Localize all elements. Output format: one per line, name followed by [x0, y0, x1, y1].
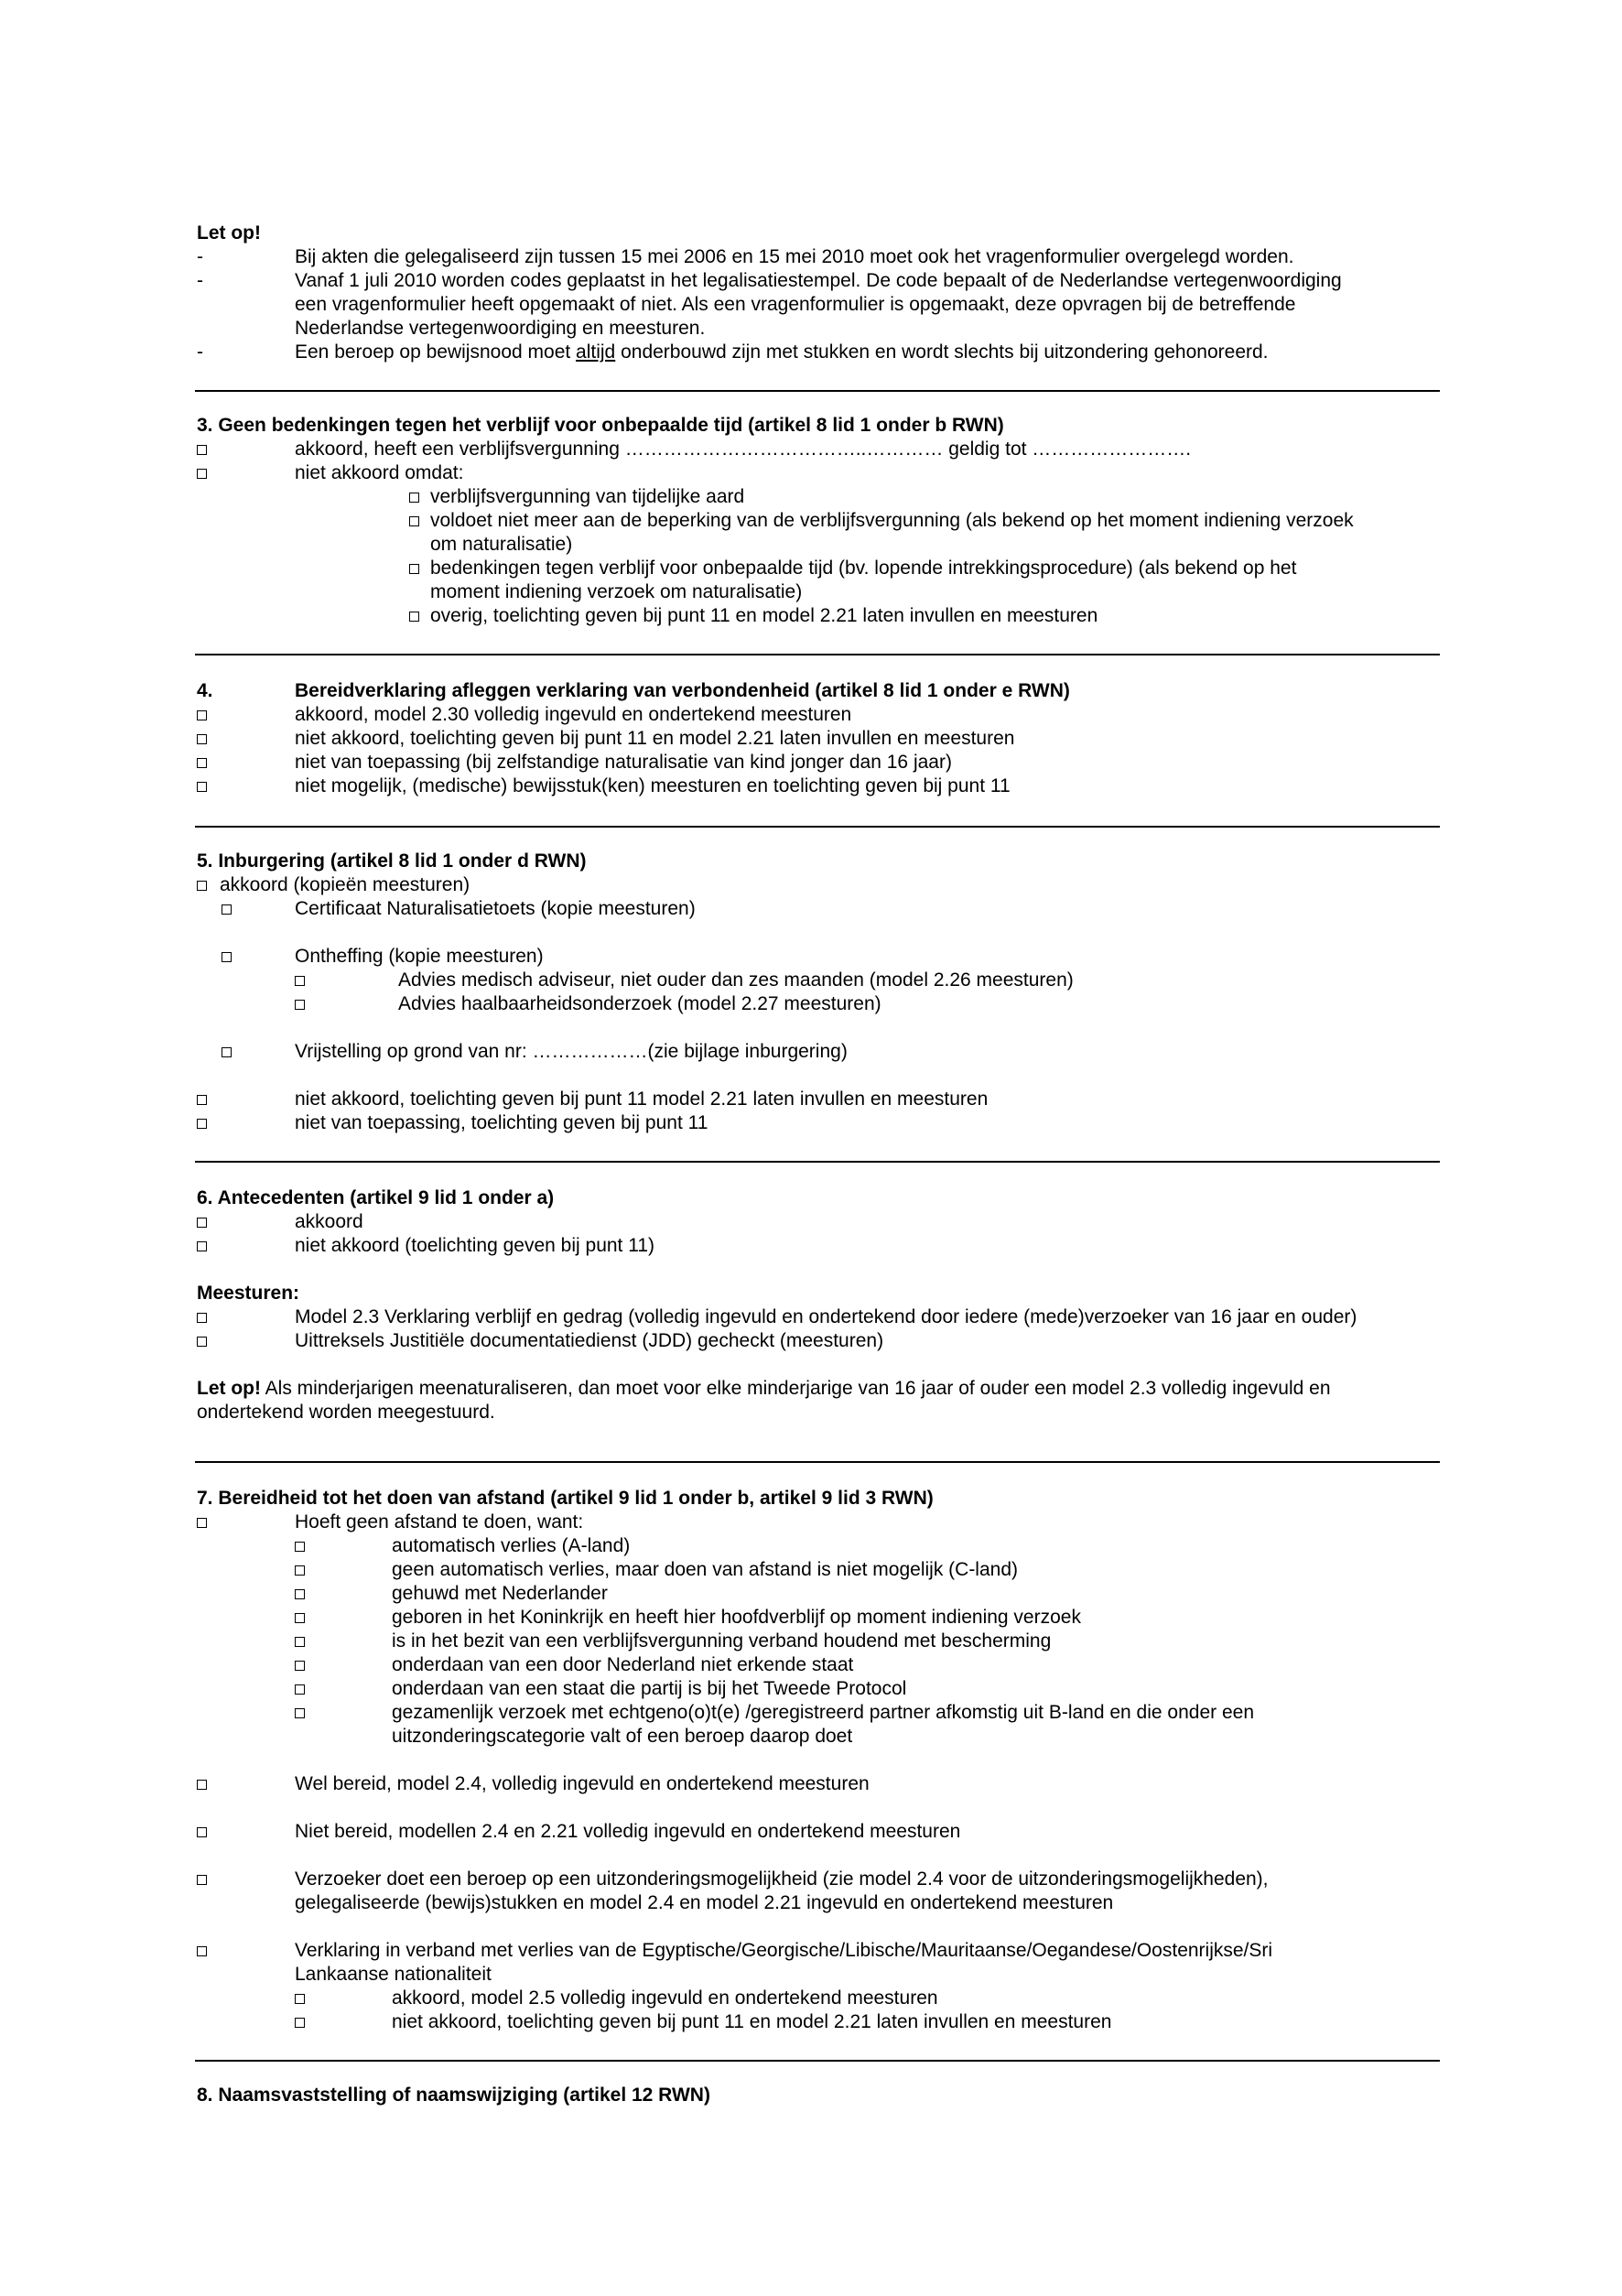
- checkbox[interactable]: [295, 1558, 308, 1582]
- option-label: akkoord, heeft een verblijfsvergunning ………………………………..………… geldig tot …………………….: [295, 439, 1192, 460]
- divider: [195, 1461, 1440, 1463]
- checkbox[interactable]: [197, 1088, 210, 1111]
- option-label: Wel bereid, model 2.4, volledig ingevuld en ondertekend meesturen: [295, 1773, 870, 1794]
- option-label: overig, toelichting geven bij punt 11 en model 2.21 laten invullen en meesturen: [430, 605, 1098, 626]
- checkbox[interactable]: [295, 1534, 308, 1558]
- option-label: geen automatisch verlies, maar doen van afstand is niet mogelijk (C-land): [392, 1559, 1019, 1580]
- checkbox[interactable]: [197, 1772, 210, 1796]
- option-label: Model 2.3 Verklaring verblijf en gedrag (volledig ingevuld en ondertekend door iedere (mede)verzoeker van 16 jaar en ouder): [295, 1306, 1357, 1327]
- option-label: niet akkoord, toelichting geven bij punt 11 en model 2.21 laten invullen en meesturen: [295, 728, 1015, 749]
- letop-text: een vragenformulier heeft opgemaakt of niet. Als een vragenformulier is opgemaakt, deze opvragen bij de betreffende: [295, 294, 1296, 315]
- divider: [195, 390, 1440, 392]
- note-line: Let op! Als minderjarigen meenaturaliseren, dan moet voor elke minderjarige van 16 jaar of ouder een model 2.3 volledig ingevuld en: [197, 1378, 1331, 1399]
- option-label: bedenkingen tegen verblijf voor onbepaalde tijd (bv. lopende intrekkingsprocedure) (als bekend op het: [430, 558, 1297, 579]
- checkbox[interactable]: [295, 1677, 308, 1701]
- checkbox[interactable]: [197, 774, 210, 798]
- checkbox[interactable]: [409, 485, 422, 509]
- dash: -: [197, 270, 203, 291]
- option-label: akkoord (kopieën meesturen): [220, 874, 470, 895]
- option-label: Certificaat Naturalisatietoets (kopie meesturen): [295, 898, 696, 919]
- section-8-title: 8. Naamsvaststelling of naamswijziging (artikel 12 RWN): [197, 2085, 710, 2106]
- checkbox[interactable]: [409, 557, 422, 580]
- checkbox[interactable]: [409, 509, 422, 533]
- section-7-title: 7. Bereidheid tot het doen van afstand (artikel 9 lid 1 onder b, artikel 9 lid 3 RWN): [197, 1488, 934, 1509]
- checkbox[interactable]: [197, 727, 210, 751]
- letop-title: Let op!: [197, 222, 261, 244]
- option-label: moment indiening verzoek om naturalisatie): [430, 581, 803, 602]
- meesturen-heading: Meesturen:: [197, 1283, 300, 1304]
- checkbox[interactable]: [295, 1653, 308, 1677]
- section-4-title: Bereidverklaring afleggen verklaring van verbondenheid (artikel 8 lid 1 onder e RWN): [295, 680, 1070, 701]
- dash: -: [197, 341, 203, 363]
- option-label: is in het bezit van een verblijfsvergunning verband houdend met bescherming: [392, 1630, 1052, 1652]
- checkbox[interactable]: [197, 1210, 210, 1234]
- divider: [195, 2060, 1440, 2062]
- section-4-number: 4.: [197, 680, 213, 701]
- option-label: om naturalisatie): [430, 534, 573, 555]
- letop-text: Vanaf 1 juli 2010 worden codes geplaatst in het legalisatiestempel. De code bepaalt of de Nederlandse vertegenwoordiging: [295, 270, 1342, 291]
- letop-text: Nederlandse vertegenwoordiging en meesturen.: [295, 318, 706, 339]
- option-label: Ontheffing (kopie meesturen): [295, 946, 544, 967]
- section-6-title: 6. Antecedenten (artikel 9 lid 1 onder a): [197, 1187, 555, 1208]
- checkbox[interactable]: [295, 1582, 308, 1606]
- checkbox[interactable]: [222, 1040, 234, 1064]
- option-label: gelegaliseerde (bewijs)stukken en model 2.4 en model 2.21 ingevuld en ondertekend meesturen: [295, 1892, 1114, 1913]
- checkbox[interactable]: [197, 1234, 210, 1258]
- letop-text: Bij akten die gelegaliseerd zijn tussen 15 mei 2006 en 15 mei 2010 moet ook het vragenformulier overgelegd worden.: [295, 246, 1294, 267]
- option-label: Hoeft geen afstand te doen, want:: [295, 1511, 584, 1532]
- checkbox[interactable]: [197, 1868, 210, 1891]
- checkbox[interactable]: [197, 1329, 210, 1353]
- section-3-title: 3. Geen bedenkingen tegen het verblijf voor onbepaalde tijd (artikel 8 lid 1 onder b RWN): [197, 415, 1004, 436]
- checkbox[interactable]: [222, 897, 234, 921]
- checkbox[interactable]: [295, 1701, 308, 1725]
- option-label: niet akkoord, toelichting geven bij punt 11 en model 2.21 laten invullen en meesturen: [392, 2011, 1112, 2032]
- option-label: onderdaan van een staat die partij is bij het Tweede Protocol: [392, 1678, 907, 1699]
- option-label: Advies haalbaarheidsonderzoek (model 2.27 meesturen): [398, 993, 881, 1014]
- dash: -: [197, 246, 203, 267]
- option-label: niet akkoord, toelichting geven bij punt 11 model 2.21 laten invullen en meesturen: [295, 1088, 989, 1110]
- option-label: Vrijstelling op grond van nr: ………………(zie bijlage inburgering): [295, 1041, 848, 1062]
- checkbox[interactable]: [197, 1939, 210, 1963]
- checkbox[interactable]: [197, 438, 210, 461]
- checkbox[interactable]: [295, 992, 308, 1016]
- option-label: voldoet niet meer aan de beperking van de verblijfsvergunning (als bekend op het moment indiening verzoek: [430, 510, 1354, 531]
- checkbox[interactable]: [295, 969, 308, 992]
- checkbox[interactable]: [409, 604, 422, 628]
- divider: [195, 1161, 1440, 1163]
- option-label: gezamenlijk verzoek met echtgeno(o)t(e) /geregistreerd partner afkomstig uit B-land en die onder een: [392, 1702, 1254, 1723]
- checkbox[interactable]: [197, 1111, 210, 1135]
- checkbox[interactable]: [197, 1820, 210, 1844]
- option-label: niet van toepassing (bij zelfstandige naturalisatie van kind jonger dan 16 jaar): [295, 752, 952, 773]
- option-label: akkoord, model 2.5 volledig ingevuld en ondertekend meesturen: [392, 1987, 938, 2009]
- option-label: gehuwd met Nederlander: [392, 1583, 608, 1604]
- option-label: onderdaan van een door Nederland niet erkende staat: [392, 1654, 854, 1675]
- option-label: Verzoeker doet een beroep op een uitzonderingsmogelijkheid (zie model 2.4 voor de uitzonderingsmogelijkheden),: [295, 1868, 1269, 1890]
- option-label: geboren in het Koninkrijk en heeft hier hoofdverblijf op moment indiening verzoek: [392, 1607, 1081, 1628]
- divider: [195, 654, 1440, 655]
- checkbox[interactable]: [295, 1630, 308, 1653]
- option-label: niet akkoord omdat:: [295, 462, 464, 483]
- option-label: niet akkoord (toelichting geven bij punt 11): [295, 1235, 655, 1256]
- checkbox[interactable]: [295, 1987, 308, 2010]
- option-label: Niet bereid, modellen 2.4 en 2.21 volledig ingevuld en ondertekend meesturen: [295, 1821, 961, 1842]
- checkbox[interactable]: [197, 1511, 210, 1534]
- option-label: Uittreksels Justitiële documentatiedienst (JDD) gecheckt (meesturen): [295, 1330, 884, 1351]
- checkbox[interactable]: [295, 2010, 308, 2034]
- checkbox[interactable]: [197, 1305, 210, 1329]
- option-label: automatisch verlies (A-land): [392, 1535, 631, 1556]
- option-label: niet mogelijk, (medische) bewijsstuk(ken) meesturen en toelichting geven bij punt 11: [295, 775, 1011, 796]
- option-label: Advies medisch adviseur, niet ouder dan zes maanden (model 2.26 meesturen): [398, 969, 1074, 991]
- divider: [195, 826, 1440, 828]
- letop-text: Een beroep op bewijsnood moet altijd onderbouwd zijn met stukken en wordt slechts bij uitzondering gehonoreerd.: [295, 341, 1269, 363]
- checkbox[interactable]: [222, 945, 234, 969]
- checkbox[interactable]: [295, 1606, 308, 1630]
- checkbox[interactable]: [197, 703, 210, 727]
- option-label: Lankaanse nationaliteit: [295, 1964, 492, 1985]
- option-label: akkoord: [295, 1211, 363, 1232]
- note-line: ondertekend worden meegestuurd.: [197, 1402, 495, 1423]
- option-label: niet van toepassing, toelichting geven bij punt 11: [295, 1112, 708, 1133]
- checkbox[interactable]: [197, 751, 210, 774]
- checkbox[interactable]: [197, 873, 210, 897]
- option-label: verblijfsvergunning van tijdelijke aard: [430, 486, 745, 507]
- option-label: uitzonderingscategorie valt of een beroep daarop doet: [392, 1726, 853, 1747]
- option-label: akkoord, model 2.30 volledig ingevuld en ondertekend meesturen: [295, 704, 852, 725]
- checkbox[interactable]: [197, 461, 210, 485]
- option-label: Verklaring in verband met verlies van de Egyptische/Georgische/Libische/Mauritaanse/Oegandese/Oostenrijkse/Sri: [295, 1940, 1273, 1961]
- section-5-title: 5. Inburgering (artikel 8 lid 1 onder d RWN): [197, 850, 587, 872]
